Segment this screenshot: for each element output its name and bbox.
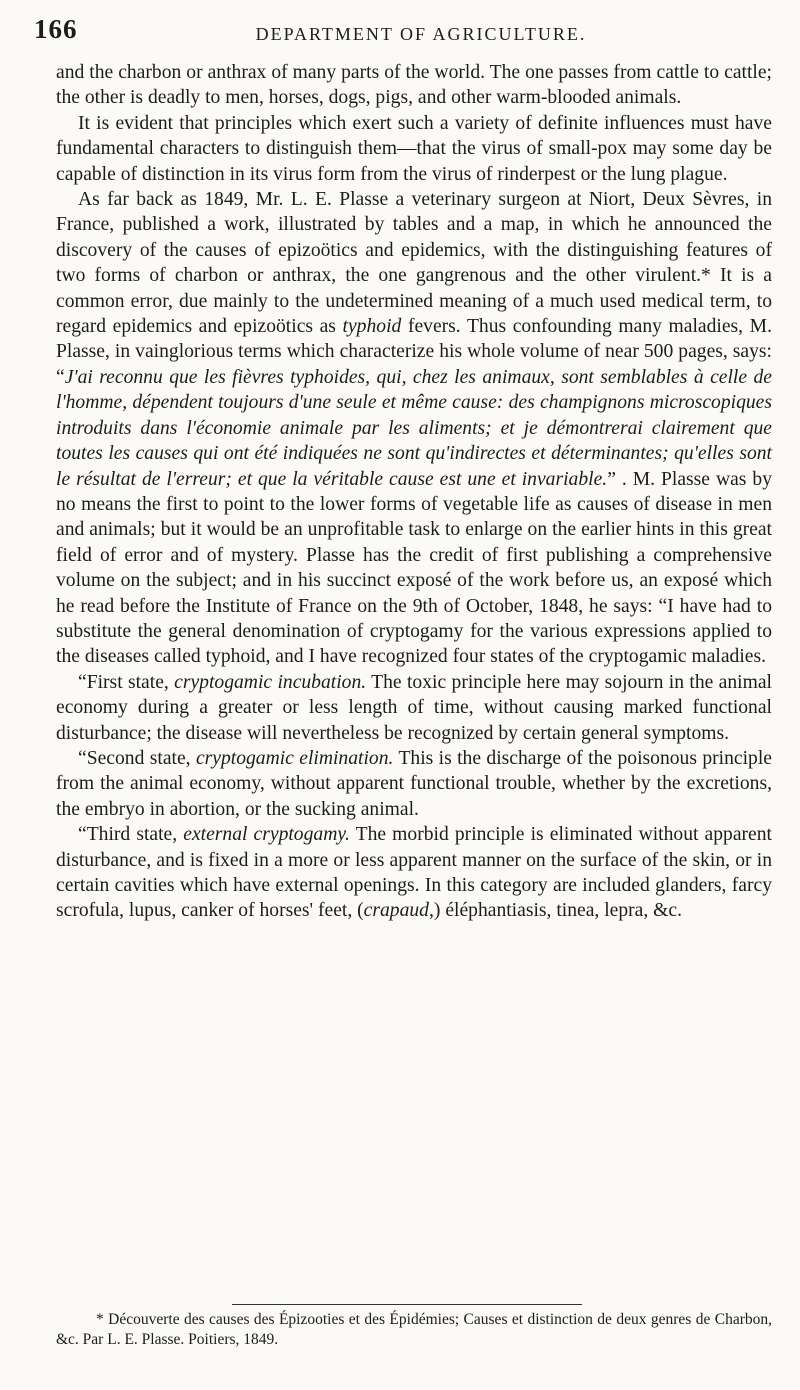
footnote-divider [232, 1304, 582, 1305]
plasse-text-3: ” . M. Plasse was by no means the first to point to the lower forms of vegetable life as causes of disease in men and animals; but it would be an unprofitable task to enlarge on the earlier hints in this great field of error and of mystery. Plasse has the credit of first publishing a comprehensive volume on the subject; and in his succinct exposé of the work before us, an exposé which he read before the Institute of France on the 9th of October, 1848, he says: “I have had to substitute the general denomination of cryptogamy for the various expressions applied to the diseases called typhoid, and I have recognized four states of the cryptogamic maladies. [56, 468, 772, 668]
paragraph-second-state [56, 746, 772, 822]
crapaud-term: crapaud, [363, 900, 434, 922]
third-state-name: external cryptogamy. [183, 824, 350, 846]
footnote [56, 1310, 772, 1350]
first-state-text: The toxic principle here may sojourn in the animal economy during a greater or less length of time, without causing marked functional disturbance; the disease will nevertheless be recognized by certain general symptoms. [56, 671, 773, 744]
typhoid-term: typhoid [342, 316, 402, 338]
first-state-name: cryptogamic incubation. [174, 671, 367, 693]
paragraph-plasse [56, 187, 772, 670]
page-number: 166 [34, 14, 78, 44]
first-state-label: “First state, [78, 671, 169, 693]
page-header [0, 0, 800, 52]
third-state-label: “Third state, [78, 824, 178, 846]
running-head: DEPARTMENT OF AGRICULTURE. [255, 24, 587, 44]
third-state-text-1: The morbid principle is eliminated without apparent disturbance, and is fixed in a more or less apparent manner on the surface of the skin, or in certain cavities which have external openings. In this category are included glanders, farcy scrofula, lupus, canker of horses' feet, ( [56, 824, 772, 922]
second-state-label: “Second state, [78, 747, 191, 769]
paragraph-virus-distinction: It is evident that principles which exert such a variety of definite influences must have fundamental characters to distinguish them—that the virus of small-pox may some day be capable of distinction in its virus form from the virus of rinderpest or the lung plague. [56, 112, 772, 185]
plasse-text-1: As far back as 1849, Mr. L. E. Plasse a veterinary surgeon at Niort, Deux Sèvres, in France, published a work, illustrated by tables and a map, in which he announced the discovery of the causes of epizoötics and epidemics, with the distinguishing features of two forms of charbon or anthrax, the one gangrenous and the other virulent.* It is a common error, due mainly to the undetermined meaning of a much used medical term, to regard epidemics and epizoötics as [56, 189, 772, 338]
paragraph-first-state [56, 670, 772, 746]
footnote-text: * Découverte des causes des Épizooties et des Épidémies; Causes et distinction de deux genres de Charbon, &c. Par L. E. Plasse. Poitiers, 1849. [56, 1311, 772, 1348]
body-text [56, 60, 772, 924]
plasse-text-2: fevers. Thus confounding many maladies, M. Plasse, in vainglorious terms which characterize his whole volume of near 500 pages, says: “ [56, 316, 772, 388]
french-quotation: J'ai reconnu que les fièvres typhoides, qui, chez les animaux, sont semblables à celle de l'homme, dépendent toujours d'une seule et même cause: des champignons microscopiques introduits dans l'économie animale par les aliments; et je démontrerai clairement que toutes les causes qui ont été indiquées ne sont qu'indirectes et déterminantes; qu'elles sont le résultat de l'erreur; et que la véritable cause est une et invariable. [56, 366, 772, 490]
third-state-text-2: ) éléphantiasis, tinea, lepra, &c. [433, 900, 682, 922]
paragraph-continuation: and the charbon or anthrax of many parts of the world. The one passes from cattle to cattle; the other is deadly to men, horses, dogs, pigs, and other warm-blooded animals. [56, 62, 772, 109]
paragraph-third-state [56, 822, 772, 924]
second-state-name: cryptogamic elimination. [195, 747, 394, 769]
second-state-text: This is the discharge of the poisonous principle from the animal economy, without apparent functional trouble, whether by the excretions, the embryo in abortion, or the sucking animal. [56, 747, 772, 820]
